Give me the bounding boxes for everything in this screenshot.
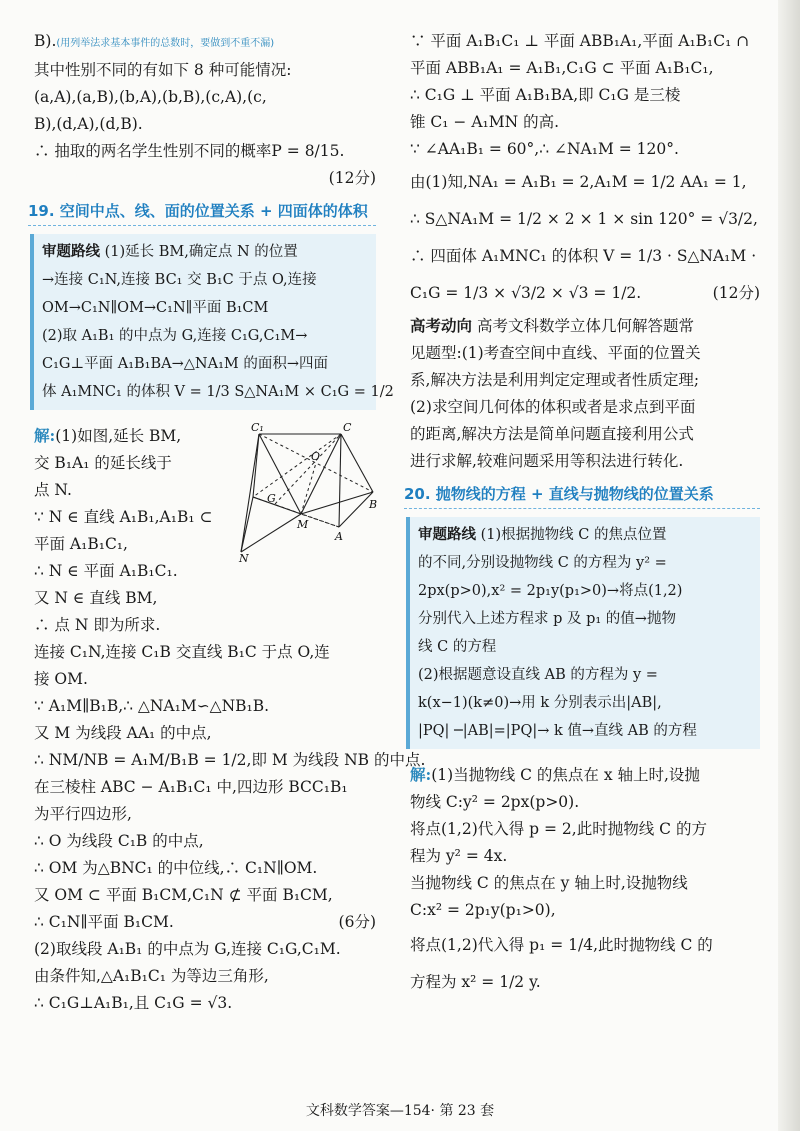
solution-line: 将点(1,2)代入得 p₁ = 1/4,此时抛物线 C 的 (410, 936, 713, 954)
solution-line: ∵ N ∈ 直线 A₁B₁,A₁B₁ ⊂ (34, 508, 213, 526)
fig-label-n: N (239, 552, 249, 565)
solution-line: ∵ A₁M∥B₁B,∴ △NA₁M∽△NB₁B. (34, 697, 270, 715)
solution-line: (2)取线段 A₁B₁ 的中点为 G,连接 C₁G,C₁M. (34, 940, 341, 958)
route-line: →连接 C₁N,连接 BC₁ 交 B₁C 于点 O,连接 (42, 272, 317, 288)
trend-text: 的距离,解决方法是简单问题直接利用公式 (410, 425, 694, 443)
intro-line: B),(d,A),(d,B). (34, 115, 143, 133)
solution-line: C:x² = 2p₁y(p₁>0), (410, 901, 556, 919)
trend-text: 系,解决方法是利用判定定理或者性质定理; (410, 371, 700, 389)
right-column (404, 28, 760, 996)
proof-line: ∴ C₁G ⊥ 平面 A₁B₁BA,即 C₁G 是三棱 (410, 86, 681, 104)
solution-line: 程为 y² = 4x. (410, 847, 508, 865)
solution-line: 交 B₁A₁ 的延长线于 (34, 454, 172, 472)
proof-line: 锥 C₁ − A₁MN 的高. (410, 113, 560, 131)
trend-text: (2)求空间几何体的体积或者是求点到平面 (410, 398, 696, 416)
solution-line-score (34, 909, 376, 936)
solution-label: 解: (410, 765, 432, 784)
trend-text: 进行求解,较难问题采用等积法进行转化. (410, 452, 684, 470)
fig-label-c1: C₁ (251, 421, 264, 434)
page-edge-shadow (778, 0, 800, 1131)
route-line: 2px(p>0),x² = 2p₁y(p₁>0)→将点(1,2) (418, 583, 683, 599)
proof-line: ∵ 平面 A₁B₁C₁ ⊥ 平面 ABB₁A₁,平面 A₁B₁C₁ ∩ (410, 32, 750, 50)
fig-label-m: M (297, 518, 309, 531)
solution-with-figure (34, 422, 376, 639)
score-6: (6分) (338, 913, 376, 931)
route-line: 线 C 的方程 (418, 639, 497, 655)
route-line: (1)延长 BM,确定点 N 的位置 (104, 244, 298, 260)
solution-line: 点 N. (34, 481, 72, 499)
trend-label: 高考动向 (410, 317, 473, 335)
solution-line: ∴ N ∈ 平面 A₁B₁C₁. (34, 562, 178, 580)
trend-text: 见题型:(1)考查空间中直线、平面的位置关 (410, 344, 701, 362)
score-12: (12分) (328, 169, 376, 187)
fig-label-g: G (267, 492, 276, 505)
solution-line: 将点(1,2)代入得 p = 2,此时抛物线 C 的方 (410, 820, 707, 838)
solution-line: ∴ C₁G⊥A₁B₁,且 C₁G = √3. (34, 994, 233, 1012)
route-box-20 (406, 517, 760, 749)
route-line: (1)根据抛物线 C 的焦点位置 (480, 527, 667, 543)
fig-label-b: B (369, 498, 378, 511)
solution-line: 平面 A₁B₁C₁, (34, 535, 128, 553)
route-line: k(x−1)(k≠0)→用 k 分别表示出|AB|, (418, 695, 662, 711)
fig-label-a: A (335, 530, 343, 543)
intro-line: (a,A),(a,B),(b,A),(b,B),(c,A),(c, (34, 88, 267, 106)
route-line: 的不同,分别设抛物线 C 的方程为 y² = (418, 555, 667, 571)
intro-line: 其中性别不同的有如下 8 种可能情况: (34, 61, 292, 79)
fig-label-o: O (311, 450, 321, 463)
score-12: (12分) (712, 284, 760, 302)
route-line: C₁G⊥平面 A₁B₁BA→△NA₁M 的面积→四面 (42, 356, 328, 372)
route-label: 审题路线 (418, 527, 476, 543)
route-line: |PQ| ─|AB|=|PQ|→ k 值→直线 AB 的方程 (418, 723, 697, 739)
proof-line: ∵ ∠AA₁B₁ = 60°,∴ ∠NA₁M = 120°. (410, 140, 679, 158)
solution-line: 方程为 x² = 1/2 y. (410, 973, 541, 991)
solution-line: ∴ 点 N 即为所求. (34, 616, 161, 634)
left-column (28, 28, 426, 1017)
proof-line: C₁G = 1/3 × √3/2 × √3 = 1/2. (410, 284, 642, 302)
solution-line: ∴ OM 为△BNC₁ 的中位线,∴ C₁N∥OM. (34, 859, 318, 877)
trend-line (410, 313, 760, 340)
question-20-title: 20. 抛物线的方程 + 直线与抛物线的位置关系 (404, 481, 760, 509)
proof-line: ∴ 四面体 A₁MNC₁ 的体积 V = 1/3 · S△NA₁M · (410, 247, 757, 265)
proof-line: ∴ S△NA₁M = 1/2 × 2 × 1 × sin 120° = √3/2, (410, 210, 758, 228)
margin-note: (用列举法求基本事件的总数时，要做到不重不漏) (56, 38, 275, 49)
route-line: (2)根据题意设直线 AB 的方程为 y = (418, 667, 658, 683)
question-19-title: 19. 空间中点、线、面的位置关系 + 四面体的体积 (28, 198, 376, 226)
solution-line: 又 M 为线段 AA₁ 的中点, (34, 724, 212, 742)
solution-line: 当抛物线 C 的焦点在 y 轴上时,设抛物线 (410, 874, 688, 892)
solution-line: (1)如图,延长 BM, (55, 427, 182, 445)
proof-line: 由(1)知,NA₁ = A₁B₁ = 2,A₁M = 1/2 AA₁ = 1, (410, 173, 747, 191)
solution-line: 为平行四边形, (34, 805, 132, 823)
solution-line: 由条件知,△A₁B₁C₁ 为等边三角形, (34, 967, 269, 985)
route-line: OM→C₁N∥OM→C₁N∥平面 B₁CM (42, 300, 269, 316)
solution-line: 又 OM ⊂ 平面 B₁CM,C₁N ⊄ 平面 B₁CM, (34, 886, 333, 904)
solution-line: 物线 C:y² = 2px(p>0). (410, 793, 580, 811)
solution-line: (1)当抛物线 C 的焦点在 x 轴上时,设抛 (431, 766, 700, 784)
solution-line: 接 OM. (34, 670, 88, 688)
solution-label: 解: (34, 426, 56, 445)
solution-line: 在三棱柱 ABC − A₁B₁C₁ 中,四边形 BCC₁B₁ (34, 778, 348, 796)
intro-line: B).(用列举法求基本事件的总数时，要做到不重不漏) (34, 32, 275, 50)
prism-figure (239, 421, 379, 565)
solution-line: ∴ C₁N∥平面 B₁CM. (34, 913, 174, 931)
proof-line: 平面 ABB₁A₁ = A₁B₁,C₁G ⊂ 平面 A₁B₁C₁, (410, 59, 714, 77)
solution-line: 连接 C₁N,连接 C₁B 交直线 B₁C 于点 O,连 (34, 643, 330, 661)
route-line: (2)取 A₁B₁ 的中点为 G,连接 C₁G,C₁M→ (42, 328, 308, 344)
probability-line: ∴ 抽取的两名学生性别不同的概率P = 8/15. (34, 142, 345, 160)
route-line: 体 A₁MNC₁ 的体积 V = 1/3 S△NA₁M × C₁G = 1/2 (42, 384, 394, 400)
solution-line: ∴ NM/NB = A₁M/B₁B = 1/2,即 M 为线段 NB 的中点. (34, 751, 426, 769)
solution-line: ∴ O 为线段 C₁B 的中点, (34, 832, 204, 850)
route-box-19 (30, 234, 394, 410)
route-label: 审题路线 (42, 244, 100, 260)
proof-line-score (410, 280, 760, 307)
trend-text: 高考文科数学立体几何解答题常 (476, 317, 694, 335)
page-footer: 文科数学答案—154· 第 23 套 (305, 1103, 495, 1119)
solution-line: 又 N ∈ 直线 BM, (34, 589, 158, 607)
fig-label-c: C (343, 421, 352, 434)
route-line: 分别代入上述方程求 p 及 p₁ 的值→抛物 (418, 611, 676, 627)
